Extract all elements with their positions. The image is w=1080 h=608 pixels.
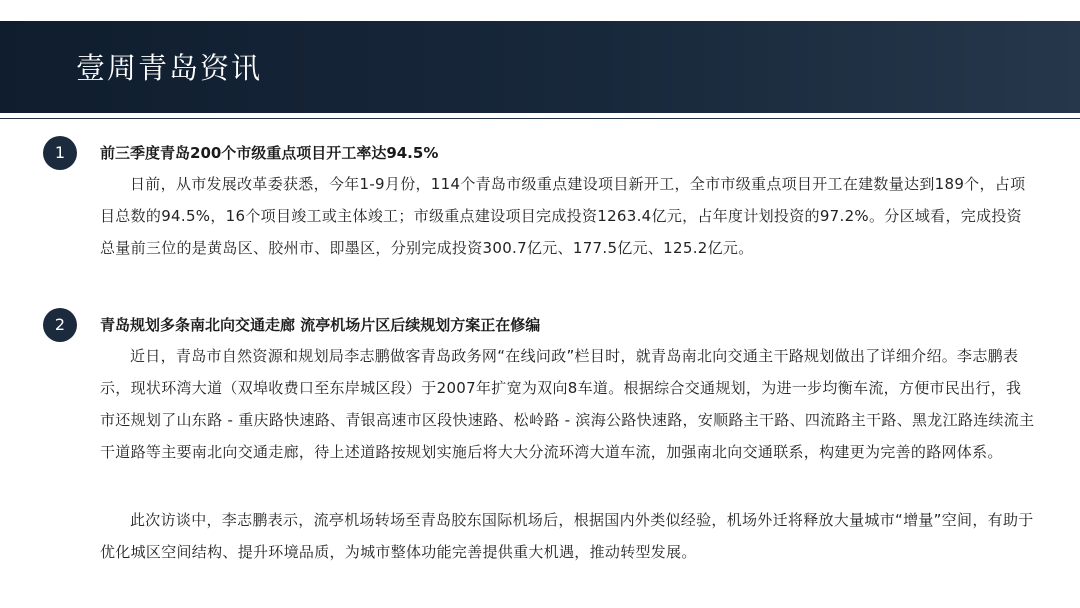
item-paragraph: 此次访谈中，李志鹏表示，流亭机场转场至青岛胶东国际机场后，根据国内外类似经验，机场外迁将释放大量城市“增量”空间，有助于优化城区空间结构、提升环境品质，为城市整体功能完善提供重大机遇，推动转型发展。 bbox=[100, 511, 1034, 561]
item-heading: 前三季度青岛200个市级重点项目开工率达94.5% bbox=[100, 144, 439, 162]
item-number-badge: 2 bbox=[43, 308, 77, 342]
item-number-badge: 1 bbox=[43, 136, 77, 170]
item-heading: 青岛规划多条南北向交通走廊 流亭机场片区后续规划方案正在修编 bbox=[100, 316, 541, 334]
item-paragraph: 日前，从市发展改革委获悉，今年1-9月份，114个青岛市级重点建设项目新开工，全市市级重点项目开工在建数量达到189个，占项目总数的94.5%，16个项目竣工或主体竣工；市级重点建设项目完成投资1263.4亿元，占年度计划投资的97.2%。分区域看，完成投资总量前三位的是黄岛区、胶州市、即墨区，分别完成投资300.7亿元、177.5亿元、125.2亿元。 bbox=[100, 175, 1026, 257]
header-bar bbox=[0, 21, 1080, 113]
page-title: 壹周青岛资讯 bbox=[76, 51, 263, 85]
header-divider bbox=[0, 118, 1080, 119]
item-paragraph: 近日，青岛市自然资源和规划局李志鹏做客青岛政务网“在线问政”栏目时，就青岛南北向交通主干路规划做出了详细介绍。李志鹏表示，现状环湾大道（双埠收费口至东岸城区段）于2007年扩宽为双向8车道。根据综合交通规划，为进一步均衡车流，方便市民出行，我市还规划了山东路 - 重庆路快速路、青银高速市区段快速路、松岭路 - 滨海公路快速路，安顺路主干路、四流路主干路、黑龙江路连续流主干道路等主要南北向交通走廊，待上述道路按规划实施后将大大分流环湾大道车流，加强南北向交通联系，构建更为完善的路网体系。 bbox=[100, 347, 1035, 461]
